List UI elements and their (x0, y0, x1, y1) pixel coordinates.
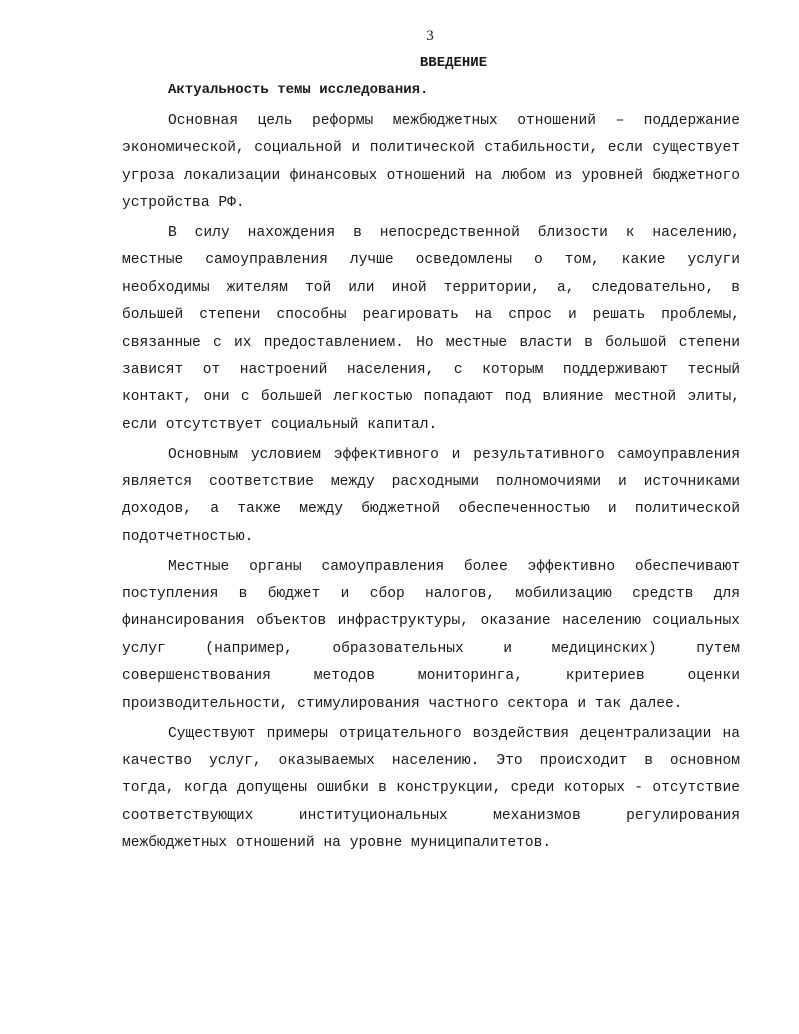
section-title: ВВЕДЕНИЕ (419, 55, 488, 71)
body-text (122, 108, 740, 860)
paragraph-2: В силу нахождения в непосредственной близости к населению, местные самоуправления лучше осведомлены о том, какие услуги необходимы жителям той или иной территории, а, следовательно, в большей степени способны реагировать на спрос и решать проблемы, связанные с их предоставлением. Но местные власти в большой степени зависят от настроений населения, с которым поддерживают тесный контакт, они с большей легкостью попадают под влияние местной элиты, если отсутствует социальный капитал. (122, 225, 740, 433)
page-number: 3 (426, 28, 434, 44)
paragraph-4: Местные органы самоуправления более эффективно обеспечивают поступления в бюджет и сбор налогов, мобилизацию средств для финансирования объектов инфраструктуры, оказание населению социальных услуг (например, образовательных и медицинских) путем совершенствования методов мониторинга, критериев оценки производительности, стимулирования частного сектора и так далее. (122, 558, 740, 712)
section-subtitle: Актуальность темы исследования. (168, 82, 429, 98)
paragraph-1: Основная цель реформы межбюджетных отношений – поддержание экономической, социальной и политической стабильности, если существует угроза локализации финансовых отношений на любом из уровней бюджетного устройства РФ. (122, 113, 740, 212)
paragraph-5: Существуют примеры отрицательного воздействия децентрализации на качество услуг, оказываемых населению. Это происходит в основном тогда, когда допущены ошибки в конструкции, среди которых - отсутствие соответствующих институциональных механизмов регулирования межбюджетных отношений на уровне муниципалитетов. (122, 725, 740, 852)
paragraph-3: Основным условием эффективного и результативного самоуправления является соответствие между расходными полномочиями и источниками доходов, а также между бюджетной обеспеченностью и политической подотчетностью. (122, 446, 740, 545)
